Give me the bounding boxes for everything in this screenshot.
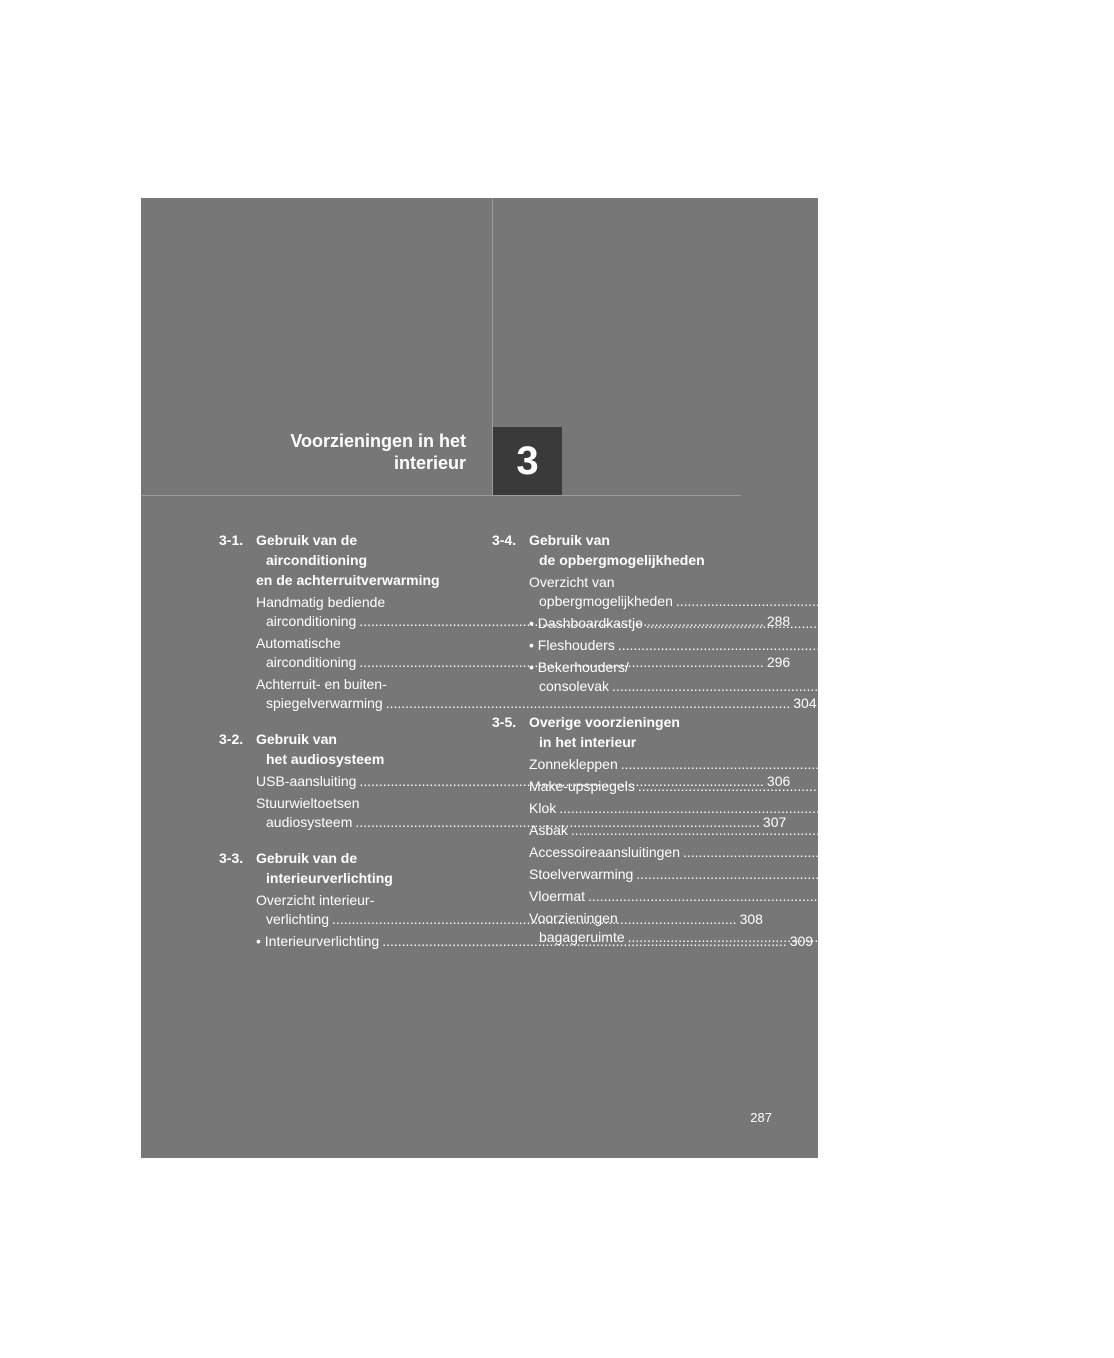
toc-entry-page: 288 <box>766 613 791 629</box>
dot-leader <box>571 822 976 838</box>
toc-entry-text: Stoelverwarming <box>529 866 634 882</box>
toc-entry-text: Overzicht van <box>529 574 615 590</box>
chapter-number-box <box>493 427 562 495</box>
toc-entry-page: 321 <box>1043 866 1068 882</box>
toc-entry-page: 304 <box>793 695 817 711</box>
section-heading <box>219 729 466 769</box>
toc-entry-page: 318 <box>978 822 1002 838</box>
toc-entry-text: opbergmogelijkheden <box>539 593 673 609</box>
section-number: 3-3. <box>219 850 244 866</box>
dot-leader <box>683 844 1088 860</box>
section-title <box>529 712 738 752</box>
section-number: 3-2. <box>219 731 244 747</box>
toc-entry-leader-line <box>529 677 1043 696</box>
section-title-line: en de achterruitverwarming <box>256 572 440 588</box>
page-number: 287 <box>750 1110 772 1125</box>
toc-entry[interactable] <box>529 755 1052 774</box>
toc-entry-leader-line <box>529 592 1107 611</box>
dot-leader <box>646 615 1051 631</box>
toc-entry-page: 326 <box>1035 929 1059 945</box>
section-title-line: Gebruik van de <box>256 850 358 866</box>
toc-entry-leader-line <box>529 799 991 818</box>
dot-leader <box>676 593 1081 609</box>
section-title-line: airconditioning <box>266 552 368 568</box>
toc-entry-text: • Bekerhouders/ <box>529 659 629 675</box>
section-title <box>256 848 466 888</box>
toc-entry[interactable] <box>529 887 1019 906</box>
toc-entry-text: Asbak <box>529 822 568 838</box>
chapter-title <box>226 430 466 474</box>
toc-entry-text: Vloermat <box>529 888 586 904</box>
section-number: 3-1. <box>219 532 244 548</box>
toc-entry-text: Stuurwieltoetsen <box>256 795 360 811</box>
section-title-line: het audiosysteem <box>266 751 385 767</box>
toc-entry-page: 313 <box>1019 678 1043 694</box>
toc-entry-text: bagageruimte <box>539 929 625 945</box>
toc-entry-text: Automatische <box>256 635 341 651</box>
toc-entry-leader-line <box>529 843 1114 862</box>
toc-entry[interactable] <box>529 636 1049 655</box>
section-heading <box>492 712 738 752</box>
chapter-title-line1: Voorzieningen in het <box>290 431 466 451</box>
toc-entry-page: 317 <box>966 800 991 816</box>
chapter-title-line2: interieur <box>393 453 466 473</box>
toc-entry-leader-line <box>529 636 1049 655</box>
toc-entry-text: verlichting <box>266 911 330 927</box>
dot-leader <box>559 800 964 816</box>
chapter-number: 3 <box>516 438 539 483</box>
section-title-line: Gebruik van <box>529 532 610 548</box>
section-title <box>256 729 466 769</box>
toc-entry-leader-line <box>256 694 817 713</box>
section-title-line: Overige voorzieningen <box>529 714 680 730</box>
toc-entry[interactable] <box>529 865 1068 884</box>
toc-entry-page: 319 <box>1090 844 1114 860</box>
toc-entry-page: 309 <box>789 933 814 949</box>
toc-entry-text: Zonnekleppen <box>529 756 618 772</box>
toc-entry[interactable] <box>529 799 991 818</box>
toc-entry-text: Handmatig bediende <box>256 594 386 610</box>
toc-entry-text: • Dashboardkastje <box>529 615 643 631</box>
dot-leader <box>612 678 1017 694</box>
toc-entry-text: Klok <box>529 800 557 816</box>
section-title-line: interieurverlichting <box>266 870 393 886</box>
section-number: 3-5. <box>492 714 517 730</box>
toc-entry-text: Accessoireaansluitingen <box>529 844 680 860</box>
toc-entry-text: Overzicht interieur- <box>256 892 375 908</box>
toc-entry-page: 306 <box>766 773 791 789</box>
toc-entry-page: 308 <box>739 911 763 927</box>
toc-entry-leader-line <box>529 887 1019 906</box>
section-title-line: in het interieur <box>539 734 637 750</box>
section-title-line: Gebruik van de <box>256 532 358 548</box>
toc-entry-text: consolevak <box>539 678 610 694</box>
section-title-line: de opbergmogelijkheden <box>539 552 705 568</box>
toc-entry-text: • Fleshouders <box>529 637 615 653</box>
section-heading <box>492 530 738 570</box>
dot-leader <box>588 888 993 904</box>
section-title <box>529 530 738 570</box>
toc-entry-text: USB-aansluiting <box>256 773 357 789</box>
toc-entry-page: 310 <box>1083 593 1107 609</box>
toc-entry-page: 312 <box>1025 637 1049 653</box>
toc-entry-text: audiosysteem <box>266 814 353 830</box>
section-title-line: Gebruik van <box>256 731 337 747</box>
toc-entry-text: Achterruit- en buiten- <box>256 676 387 692</box>
toc-entry-leader-line <box>529 755 1052 774</box>
toc-entry-text: Voorzieningen <box>529 910 618 926</box>
toc-entry-page: 307 <box>762 814 787 830</box>
toc-entry-page: 296 <box>766 654 791 670</box>
dot-leader <box>636 866 1041 882</box>
toc-entry-text: airconditioning <box>266 654 357 670</box>
toc-entry[interactable] <box>529 573 1107 611</box>
toc-entry-leader-line <box>529 865 1068 884</box>
section-heading <box>219 530 466 590</box>
toc-entry-page: 323 <box>995 888 1019 904</box>
section-title <box>256 530 466 590</box>
dot-leader <box>628 929 1033 945</box>
section-heading <box>219 848 466 888</box>
toc-entry-page: 311 <box>1053 615 1076 631</box>
horizontal-divider <box>141 495 741 496</box>
toc-entry-text: • Interieurverlichting <box>256 933 380 949</box>
dot-leader <box>638 778 1043 794</box>
toc-entry-page: 316 <box>1045 778 1069 794</box>
dot-leader <box>621 756 1026 772</box>
toc-entry-text: spiegelverwarming <box>266 695 383 711</box>
toc-entry-page: 315 <box>1028 756 1052 772</box>
toc-entry[interactable] <box>529 843 1114 862</box>
dot-leader <box>618 637 1023 653</box>
toc-entry-text: airconditioning <box>266 613 357 629</box>
section-number: 3-4. <box>492 532 517 548</box>
toc-entry-text: Make-upspiegels <box>529 778 635 794</box>
